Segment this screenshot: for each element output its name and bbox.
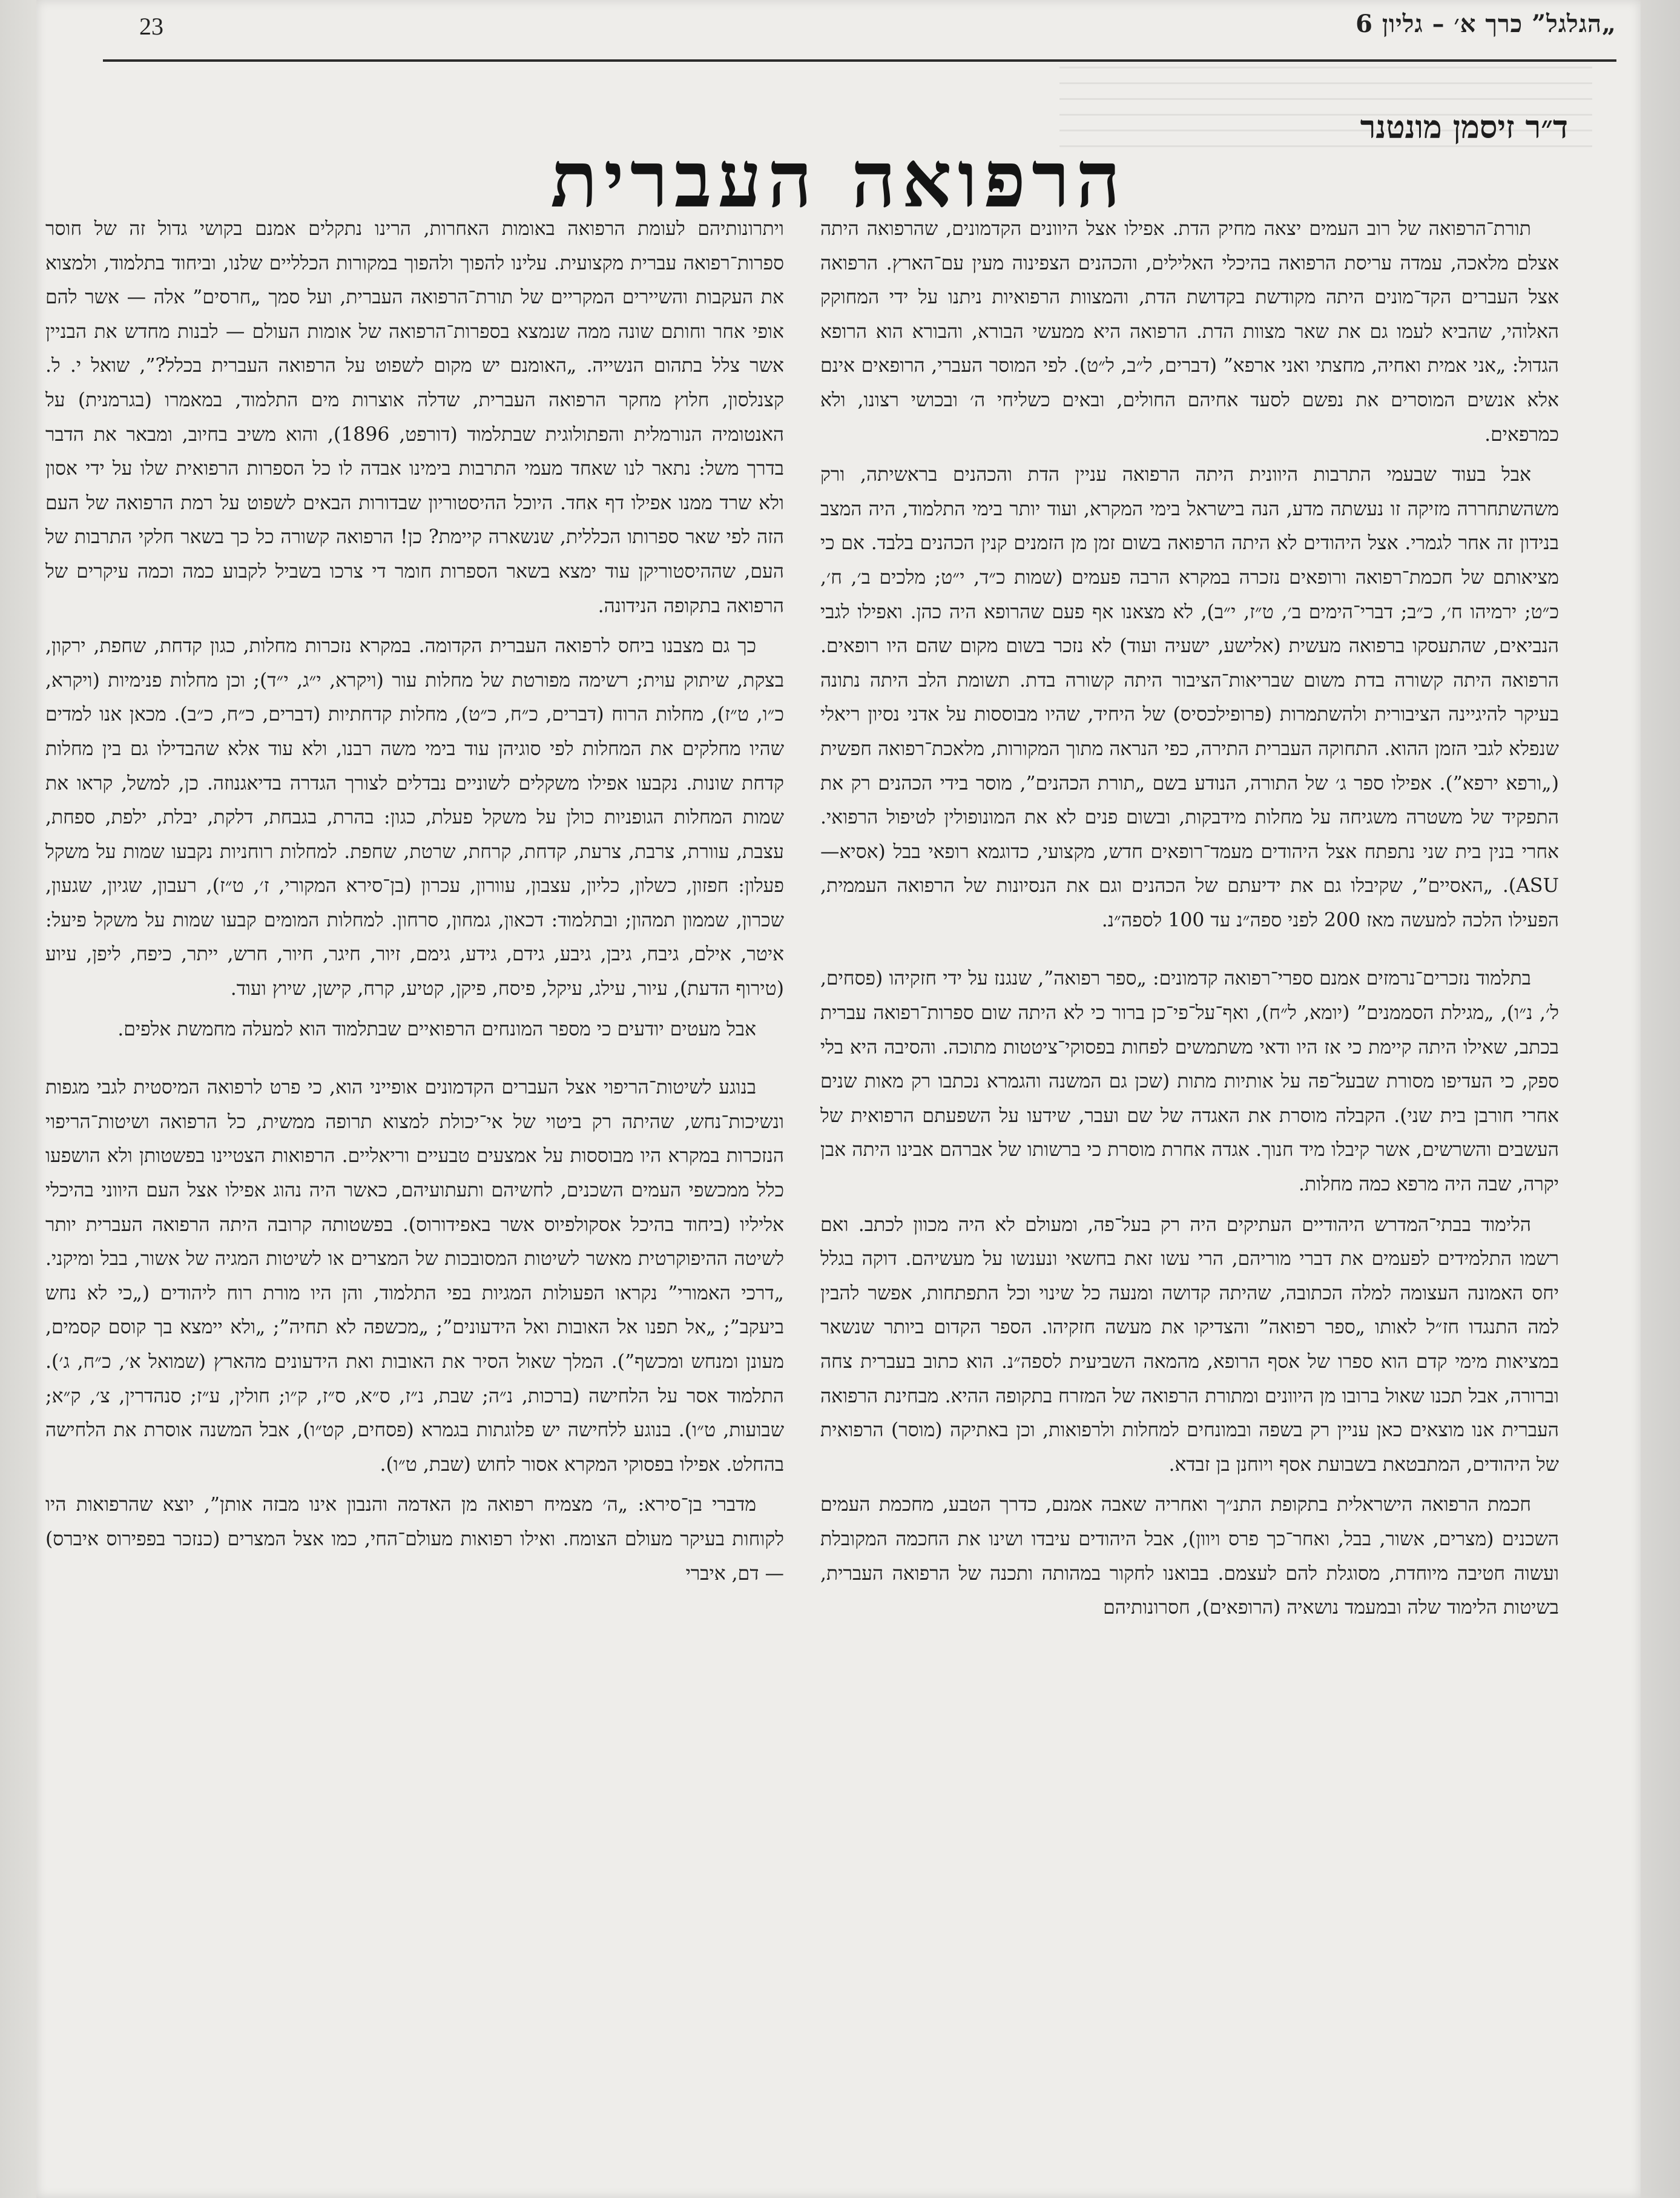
text-column-right [820,212,1559,2180]
page-header [103,6,1616,62]
article-author: ד״ר זיסמן מונטנר [1360,109,1568,146]
paragraph: חכמת הרפואה הישראלית בתקופת התנ״ך ואחריה שאבה אמנם, כדרך הטבע, מחכמת העמים השכנים (מצרים, אשור, בבל, ואחר־כך פרס ויוון), אבל היהודים עיבדו ושינו את החכמה המקובלת ועשוה חטיבה מיוחדת, מסוגלת להם לעצמם. בבואנו לחקור במהותה ותכנה של הרפואה העברית, בשיטות הלימוד שלה ובמעמד נושאיה (הרופאים), חסרונותיהם [820,1494,1559,1619]
paragraph: כך גם מצבנו ביחס לרפואה העברית הקדומה. במקרא נזכרות מחלות, כגון קדחת, שחפת, ירקון, בצקת, שיתוק עוית; רשימה מפורטת של מחלות עור (ויקרא, י״ג, י״ד); וכן מחלות פנימיות (ויקרא, כ״ו, ט״ז), מחלות הרוח (דברים, כ״ח, כ״ט), מחלות קדחתיות (דברים, כ״ח, כ״ב). מכאן אנו למדים שהיו מחלקים את המחלות לפי סוגיהן עוד בימי משה רבנו, ולא עוד אלא שהבדילו גם בין מחלות קדחת שונות. נקבעו אפילו משקלים לשוניים נבדלים לצורך הגדרה בדיאגנוזה. כן, למשל, קראו את שמות המחלות הגופניות כולן על משקל פעלת, כגון: בהרת, בגבחת, דלקת, יבלת, ילפת, ספחת, עצבת, עוורת, צרבת, צרעת, קדחת, קרחת, שרטת, שחפת. למחלות רוחניות נקבעו שמות על משקל פעלון: חפזון, כשלון, כליון, עצבון, עוורון, עכרון (בן־סירא המקורי, ז׳, ט״ז), רעבון, שגיון, שגעון, שכרון, שממון תמהון; ובתלמוד: דכאון, גמחון, סרחון. למחלות המומים קבעו שמות על משקל פיעל: איטר, אילם, גיבח, גיבן, גיבע, גידם, גידע, גימם, זיור, חיגר, חיור, חרש, ייתר, כיפח, ליפן, עיוע (טירוף הדעת), עיור, עילג, עיקל, פיסח, פיקן, קטיע, קרח, קישן, שיוץ ועוד. [45,635,784,1000]
page-number: 23 [139,13,163,40]
paragraph: מדברי בן־סירא: „ה׳ מצמיח רפואה מן האדמה והנבון אינו מבזה אותן”, יוצא שהרפואות היו לקוחות בעיקר מעולם הצומח. ואילו רפואות מעולם־החי, כמו אצל המצרים (כנזכר בפפירוס איברס) — דם, איברי [45,1494,784,1585]
paragraph: אבל מעטים יודעים כי מספר המונחים הרפואיים שבתלמוד הוא למעלה מחמשת אלפים. [117,1018,756,1040]
paragraph: בנוגע לשיטות־הריפוי אצל העברים הקדמונים אופייני הוא, כי פרט לרפואה המיסטית לגבי מגפות ונשיכות־נחש, שהיתה רק ביטוי של אי־יכולת למצוא תרופה ממשית, כל הרפואה ושיטות־הריפוי הנזכרות במקרא היו מבוססות על אמצעים טבעיים וריאליים. הרפואות הצטיינו בפשטותן ולא הושפעו כלל ממכשפי העמים השכנים, לחשיהם ותעתועיהם, כאשר היה נהוג אפילו אצל העם היווני בהיכלי אליליו (ביחוד בהיכל אסקולפיוס אשר באפידורוס). בפשטותה קרובה היתה הרפואה העברית יותר לשיטה ההיפוקרטית מאשר לשיטות המסובכות של המצרים או לשיטות המגיה של אשור, בבל ומיקני. „דרכי האמורי” נקראו הפעולות המגיות בפי התלמוד, והן היו מורת רוח ליהודים („כי לא נחש ביעקב”; „אל תפנו אל האובות ואל הידעונים”; „מכשפה לא תחיה”; „ולא יימצא בך קוסם קסמים, מעונן ומנחש ומכשף”). המלך שאול הסיר את האובות ואת הידעונים מהארץ (שמואל א׳, כ״ח, ג׳). התלמוד אסר על הלחישה (ברכות, נ״ה; שבת, נ״ז, ס״א, ס״ז, ק״ו; חולין, ע״ז; סנהדרין, צ׳, ק״א; שבועות, ט״ו). בנוגע ללחישה יש פלוגתות בגמרא (פסחים, קט״ו), אבל המשנה אוסרת את הלחישה בהחלט. אפילו בפסוקי המקרא אסור לחוש (שבת, ט״ו). [45,1077,784,1476]
running-head: „הגלגל” כרך א׳ – גליון 6 [1356,10,1616,38]
paragraph: תורת־הרפואה של רוב העמים יצאה מחיק הדת. אפילו אצל היוונים הקדמונים, שהרפואה היתה אצלם מלאכה, עמדה עריסת הרפואה בהיכלי האלילים, והכהנים הצפינוה מעין עם־הארץ. הרפואה אצל העברים הקד־מונים היתה מקודשת בקדושת הדת, והמצוות הרפואיות ניתנו על ידי המחוקק האלוהי, שהביא לעמו גם את שאר מצוות הדת. הרפואה היא ממעשי הבורא, והבורא הוא הרופא הגדול: „אני אמית ואחיה, מחצתי ואני ארפא” (דברים, ל״ב, ל״ט). לפי המוסר העברי, הרופאים אינם אלא אנשים המוסרים את נפשם לסעד אחיהם החולים, ובאים כשליחי ה׳ ובכושי רצונו, ולא כמרפאים. [820,218,1559,446]
paragraph: אבל בעוד שבעמי התרבות היוונית היתה הרפואה עניין הדת והכהנים בראשיתה, ורק משהשתחררה מזיקה זו נעשתה מדע, הנה בישראל בימי המקרא, ועוד יותר בימי התלמוד, היה המצב בנידון זה אחר לגמרי. אצל היהודים לא היתה הרפואה בשום זמן מן הזמנים קנין הכהנים בלבד. אם כי מציאותם של חכמת־רפואה ורופאים נזכרה במקרא הרבה פעמים (שמות כ״ד, י״ט; מלכים ב׳, ח׳, כ״ט; ירמיהו ח׳, כ״ב; דברי־הימים ב׳, ט״ז, י״ב), לא מצאנו אף פעם שהרופא היה כהן. ואפילו לגבי הנביאים, שהתעסקו ברפואה מעשית (אלישע, ישעיה ועוד) לא נזכר בשום מקום שהם היו רופאים. הרפואה היתה קשורה בדת משום שבריאות־הציבור היתה קשורה בדת. תשומת הלב היתה נתונה בעיקר להיגיינה הציבורית ולהשתמרות (פרופילכסיס) של היחיד, שהיו מבוססות על אדני נסיון ריאלי שנפלא לגבי הזמן ההוא. התחוקה העברית התירה, כפי הנראה מתוך המקורות, מלאכת־רפואה חפשית („ורפא ירפא”). אפילו ספר ג׳ של התורה, הנודע בשם „תורת הכהנים”, מוסר בידי הכהנים רק את התפקיד של משטרה משגיחה על מחלות מידבקות, ובשום פנים לא את המונופולין לטיפול הרפואי. אחרי בנין בית שני נתפתח אצל היהודים מעמד־רופאים חדש, מקצועי, כדוגמא רופאי בבל (אסיא—ASU). „האסיים”, שקיבלו גם את ידיעתם של הכהנים וגם את הנסיונות של הרפואה העממית, הפעילו הלכה למעשה מאז 200 לפני ספה״נ עד 100 לספה״נ. [820,464,1559,931]
article-title: הרפואה העברית [550,134,1127,225]
paragraph: בתלמוד נזכרים־נרמזים אמנם ספרי־רפואה קדמונים: „ספר רפואה”, שנגנז על ידי חזקיהו (פסחים, ל׳, נ״ו), „מגילת הסממנים” (יומא, ל״ח), ואף־על־פי־כן ברור כי לא היתה שום ספרות־רפואה עברית בכתב, שאילו היתה קיימת כי אז היו ודאי משתמשים לפחות בפסוקי־ציטטות מתוכה. והסיבה היא בלי ספק, כי העדיפו מסורת שבעל־פה על אותיות מתות (שכן גם המשנה והגמרא נכתבו רק מאות שנים אחרי חורבן בית שני). הקבלה מוסרת את האגדה של שם ועבר, שידעו על השפעתם הרפואית של העשבים והשרשים, אשר קיבלו מיד חנוך. אגדה אחרת מוסרת כי ברשותו של אברהם אבינו היתה אבן יקרה, שבה היה מרפא כמה מחלות. [820,968,1559,1196]
text-column-left [45,212,784,2180]
newspaper-page [36,0,1641,2198]
paragraph: הלימוד בבתי־המדרש היהודיים העתיקים היה רק בעל־פה, ומעולם לא היה מכוון לכתב. ואם רשמו התלמידים לפעמים את דברי מוריהם, הרי עשו זאת בחשאי ונענשו על מעשיהם. דוקה בגלל יחס האמונה העצומה למלה הכתובה, שהיתה קדושה ומנעה כל שינוי וכל התפתחות, אפשר להבין למה התנגדו חז״ל לאותו „ספר רפואה” והצדיקו את מעשה חזקיהו. הספר הקדום ביותר שנשאר במציאות מימי קדם הוא ספרו של אסף הרופא, מהמאה השביעית לספה״נ. הוא כתוב בעברית צחה וברורה, אבל תכנו שאול ברובו מן היוונים ומתורת הרפואה של המזרח בתקופה ההיא. מבחינת הרפואה העברית אנו מוצאים כאן עניין רק בשפה ובמונחים למחלות ולרפואות, וכן באתיקה (מוסר) הרפואית של היהודים, המתבטאת בשבועת אסף ויוחנן בן זבדא. [820,1213,1559,1476]
paragraph: ויתרונותיהם לעומת הרפואה באומות האחרות, הרינו נתקלים אמנם בקושי גדול זה של חוסר ספרות־רפואה עברית מקצועית. עלינו להפוך ולהפוך במקורות הכלליים שלנו, וביחוד בתלמוד, ולמצוא את העקבות והשיירים המקריים של תורת־הרפואה העברית, ועל סמך „חרסים” אלה — אשר להם אופי אחר וחותם שונה ממה שנמצא בספרות־הרפואה של אומות העולם — לבנות מחדש את הבניין אשר צלל בתהום הנשייה. „האומנם יש מקום לשפוט על הרפואה העברית בכלל?”, שואל י. ל. קצנלסון, חלוץ מחקר הרפואה העברית, שדלה אוצרות מים התלמוד, במאמרו (בגרמנית) על האנטומיה הנורמלית והפתולוגית שבתלמוד (דורפט, 1896), והוא משיב בחיוב, ומבאר את הדבר בדרך משל: נתאר לנו שאחד מעמי התרבות בימינו אבדה לו כל הספרות הרפואית שלו על ידי אסון ולא שרד ממנו אפילו דף אחד. היוכל ההיסטוריון שבדורות הבאים לשפוט על רמת הרפואה של העם הזה לפי שאר ספרותו הכללית, שנשארה קיימת? כן! הרפואה קשורה כל כך בשאר חלקי התרבות של העם, שההיסטוריקן עוד ימצא בשאר הספרות חומר די צרכו בשביל לקבוע כמה וכמה עיקרים של הרפואה בתקופה הנידונה. [45,218,784,617]
